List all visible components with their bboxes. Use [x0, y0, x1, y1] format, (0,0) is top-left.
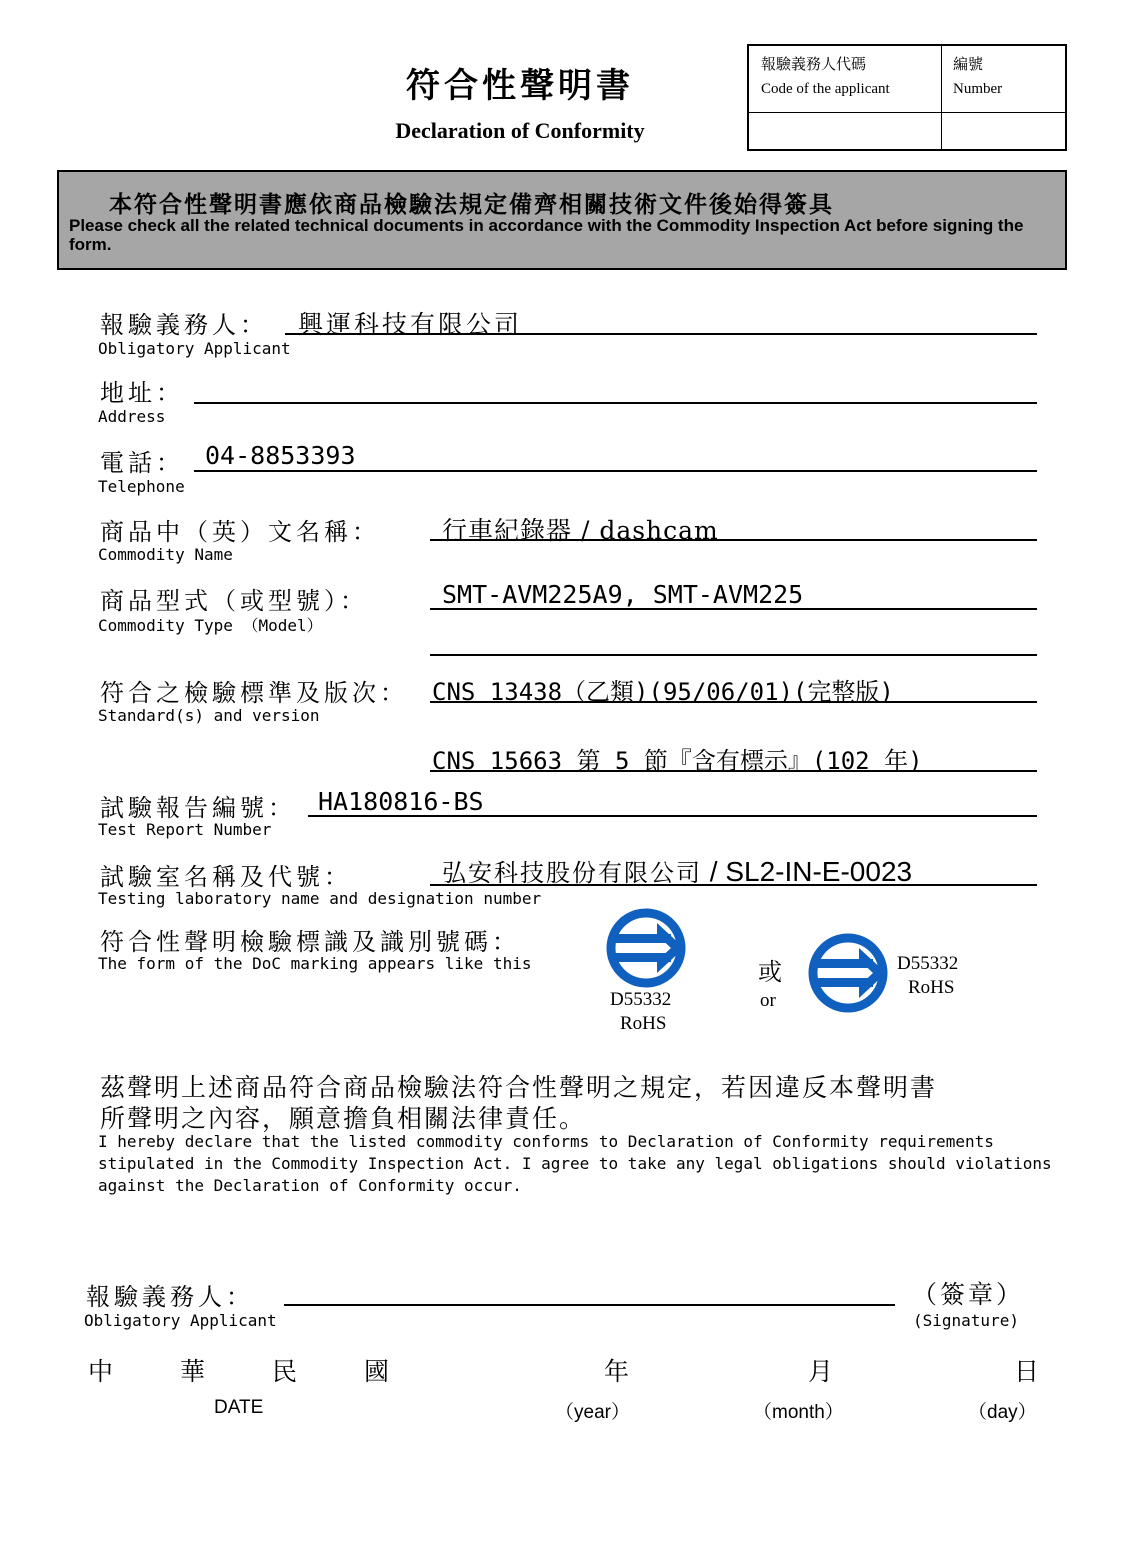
date-roc-4: 國 — [364, 1357, 393, 1386]
commodity-type-value[interactable]: SMT-AVM225A9, SMT-AVM225 — [442, 580, 804, 609]
standard-label-en: Standard(s) and version — [98, 706, 320, 725]
address-underline — [194, 402, 1037, 404]
telephone-label: 電話： — [100, 449, 184, 477]
commodity-type-label: 商品型式（或型號）： — [100, 587, 368, 615]
date-label-en: DATE — [214, 1397, 264, 1418]
marking-label: 符合性聲明檢驗標識及識別號碼： — [100, 928, 520, 956]
report-number-underline — [308, 815, 1037, 817]
applicant-code-value[interactable] — [753, 116, 937, 148]
date-roc-2: 華 — [180, 1357, 209, 1386]
number-value[interactable] — [945, 116, 1063, 148]
laboratory-label-en: Testing laboratory name and designation number — [98, 889, 542, 908]
signature-applicant-label-en: Obligatory Applicant — [84, 1311, 277, 1330]
telephone-label-en: Telephone — [98, 477, 185, 496]
date-roc-1: 中 — [88, 1357, 117, 1386]
laboratory-label: 試驗室名稱及代號： — [100, 863, 352, 891]
commodity-type-underline-2 — [430, 654, 1037, 656]
signature-applicant-label: 報驗義務人： — [86, 1283, 254, 1311]
marking-label-en: The form of the DoC marking appears like this — [98, 954, 532, 973]
date-day-label-en: （day） — [968, 1402, 1037, 1423]
page-subtitle: Declaration of Conformity — [395, 118, 645, 143]
signature-seal-label: （簽章） — [912, 1280, 1025, 1309]
commodity-name-value[interactable]: 行車紀錄器 / dashcam — [442, 516, 719, 545]
report-number-label: 試驗報告編號： — [100, 794, 296, 822]
or-zh: 或 — [758, 958, 785, 986]
applicant-code-box — [747, 44, 1067, 151]
commodity-name-underline — [430, 539, 1037, 541]
mark-rohs-2: RoHS — [908, 977, 955, 998]
applicant-label: 報驗義務人： — [100, 311, 268, 339]
date-day-label: 日 — [1014, 1357, 1043, 1386]
mark-code-2: D55332 — [897, 953, 959, 974]
laboratory-value-en: / SL2-IN-E-0023 — [702, 856, 913, 887]
or-en: or — [760, 990, 776, 1011]
signature-seal-label-en: (Signature) — [913, 1311, 1019, 1330]
laboratory-value-zh: 弘安科技股份有限公司 — [442, 859, 702, 887]
signature-line[interactable] — [284, 1304, 895, 1306]
standard-underline-1 — [430, 701, 1037, 703]
declaration-en-line-1: I hereby declare that the listed commodity conforms to Declaration of Conformity requirements — [98, 1132, 994, 1151]
applicant-label-en: Obligatory Applicant — [98, 339, 291, 358]
notice-text-zh: 本符合性聲明書應依商品檢驗法規定備齊相關技術文件後始得簽具 — [109, 191, 834, 218]
declaration-en-line-3: against the Declaration of Conformity occur. — [98, 1176, 522, 1195]
telephone-value[interactable]: 04-8853393 — [205, 441, 356, 470]
declaration-zh-line-1: 茲聲明上述商品符合商品檢驗法符合性聲明之規定，若因違反本聲明書 — [100, 1073, 938, 1102]
declaration-zh-line-2: 所聲明之內容，願意擔負相關法律責任。 — [100, 1104, 587, 1133]
bsmi-mark-icon — [605, 907, 687, 989]
date-month-label: 月 — [808, 1357, 837, 1386]
commodity-name-label-en: Commodity Name — [98, 545, 233, 564]
date-year-label: 年 — [604, 1357, 633, 1386]
code-label: 報驗義務人代碼 Code of the applicant — [761, 55, 890, 97]
report-number-value[interactable]: HA180816-BS — [318, 787, 484, 816]
date-month-label-en: （month） — [753, 1402, 844, 1423]
notice-banner — [57, 170, 1067, 270]
address-label-en: Address — [98, 407, 166, 426]
standard-underline-2 — [430, 770, 1037, 772]
commodity-type-underline — [430, 608, 1037, 610]
commodity-type-label-en: Commodity Type （Model） — [98, 616, 323, 635]
laboratory-underline — [430, 884, 1037, 886]
standard-value-2[interactable]: CNS 15663 第 5 節『含有標示』(102 年) — [432, 747, 923, 775]
date-roc-3: 民 — [272, 1357, 301, 1386]
applicant-underline — [285, 333, 1037, 335]
date-year-label-en: （year） — [555, 1402, 630, 1423]
commodity-name-label: 商品中（英）文名稱： — [100, 518, 380, 546]
page-title: 符合性聲明書 — [406, 66, 634, 106]
telephone-underline — [194, 470, 1037, 472]
notice-text-en: Please check all the related technical documents in accordance with the Commodity Inspection Act before signing the form. — [69, 216, 1024, 254]
standard-value-1[interactable]: CNS 13438（乙類)(95/06/01)(完整版) — [432, 678, 894, 706]
bsmi-mark-icon-2 — [807, 932, 889, 1014]
mark-rohs-1: RoHS — [620, 1013, 667, 1034]
laboratory-value[interactable] — [442, 853, 912, 888]
report-number-label-en: Test Report Number — [98, 820, 272, 839]
address-label: 地址： — [100, 379, 184, 407]
standard-label: 符合之檢驗標準及版次： — [100, 679, 408, 707]
number-label: 編號 Number — [953, 55, 1003, 97]
applicant-value[interactable]: 興運科技有限公司 — [298, 310, 523, 339]
declaration-en-line-2: stipulated in the Commodity Inspection Act. I agree to take any legal obligations should violations — [98, 1154, 1052, 1173]
mark-code-1: D55332 — [610, 989, 672, 1010]
